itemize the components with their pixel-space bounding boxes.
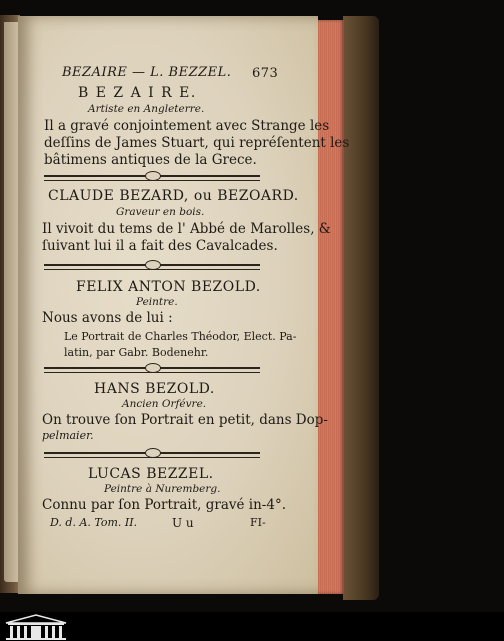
entry-name: HANS BEZOLD. — [94, 381, 215, 397]
signature-mark: U u — [172, 516, 194, 530]
ornament — [145, 363, 161, 373]
entry-line: pelmaier. — [42, 429, 94, 442]
viewer-footer — [0, 612, 504, 641]
ornamental-rule — [44, 367, 260, 373]
entry-name: B E Z A I R E. — [78, 85, 197, 101]
entry-line: deſſins de James Stuart, qui repréſentent les — [44, 135, 350, 151]
entry-line: Il vivoit du tems de l' Abbé de Marolles, & — [42, 221, 331, 237]
quote-line: Le Portrait de Charles Théodor, Elect. Pa- — [64, 330, 297, 343]
entry-line: bâtimens antiques de la Grece. — [44, 152, 257, 168]
entry-role: Artiste en Angleterre. — [88, 103, 205, 115]
entry-line: Nous avons de lui : — [42, 310, 173, 326]
entry-name: CLAUDE BEZARD, ou BEZOARD. — [48, 188, 299, 204]
page-number: 673 — [252, 66, 279, 81]
signature-left: D. d. A. Tom. II. — [50, 516, 138, 529]
ornament — [145, 260, 161, 270]
running-head: BEZAIRE — L. BEZZEL. — [62, 65, 232, 80]
entry-role: Ancien Orfévre. — [122, 398, 207, 410]
entry-name: FELIX ANTON BEZOLD. — [76, 279, 261, 295]
ornamental-rule — [44, 175, 260, 181]
library-building-icon[interactable] — [2, 613, 70, 641]
entry-line: Connu par ſon Portrait, gravé in-4°. — [42, 497, 287, 513]
entry-role: Peintre à Nuremberg. — [104, 483, 221, 495]
ornament — [145, 448, 161, 458]
catchword: FI- — [250, 516, 266, 529]
entry-line: On trouve ſon Portrait en petit, dans Dop- — [42, 412, 328, 428]
ornamental-rule — [44, 264, 260, 270]
book-cover-edge — [343, 16, 379, 600]
entry-line: ſuivant lui il a fait des Cavalcades. — [42, 238, 278, 254]
entry-name: LUCAS BEZZEL. — [88, 466, 214, 482]
page-text — [40, 16, 350, 594]
quote-line: latin, par Gabr. Bodenehr. — [64, 346, 209, 359]
ornament — [145, 171, 161, 181]
entry-line: Il a gravé conjointement avec Strange les — [44, 118, 330, 134]
entry-role: Graveur en bois. — [116, 206, 205, 218]
ornamental-rule — [44, 452, 260, 458]
entry-role: Peintre. — [136, 296, 178, 308]
book-page — [18, 16, 350, 594]
